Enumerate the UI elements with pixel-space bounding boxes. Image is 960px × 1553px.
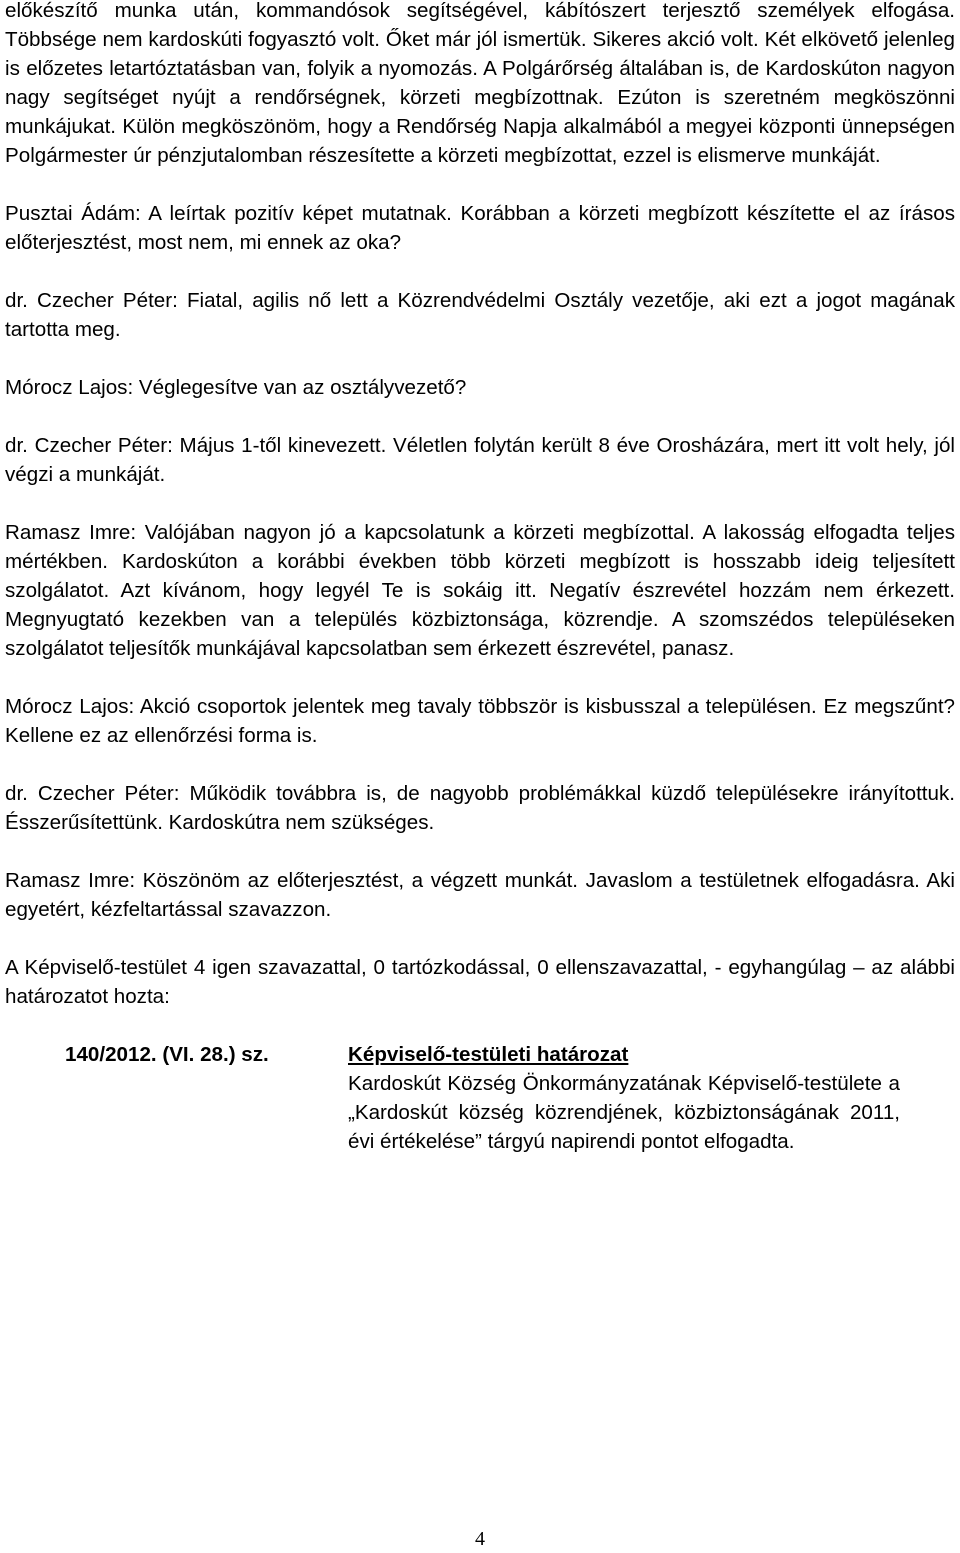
paragraph-morocz-question-1: Mórocz Lajos: Véglegesítve van az osztályvezető?	[5, 376, 467, 399]
paragraph-morocz-question-2: Mórocz Lajos: Akció csoportok jelentek meg tavaly többször is kisbusszal a településen. Ez megszűnt? Kellene ez az ellenőrzési forma is.	[5, 695, 955, 747]
paragraph-pusztai-question: Pusztai Ádám: A leírtak pozitív képet mutatnak. Korábban a körzeti megbízott készítette el az írásos előterjesztést, most nem, mi ennek az oka?	[5, 202, 955, 254]
paragraph-ramasz-comment: Ramasz Imre: Valójában nagyon jó a kapcsolatunk a körzeti megbízottal. A lakosság elfogadta teljes mértékben. Kardoskúton a korábbi években több körzeti megbízott is hosszabb ideig teljesített szolgálatot. Azt kívánom, hogy legyél Te is sokáig itt. Negatív észrevétel hozzám nem érkezett. Megnyugtató kezekben van a település közbiztonsága, közrendje. A szomszédos településeken szolgálatot teljesítők munkájával kapcsolatban sem érkezett észrevétel, panasz.	[5, 521, 955, 660]
document-body	[5, 0, 955, 1156]
paragraph-czecher-answer-1: dr. Czecher Péter: Fiatal, agilis nő lett a Közrendvédelmi Osztály vezetője, aki ezt a jogot magának tartotta meg.	[5, 289, 955, 341]
paragraph-vote-result: A Képviselő-testület 4 igen szavazattal, 0 tartózkodással, 0 ellenszavazattal, - egyhangúlag – az alábbi határozatot hozta:	[5, 956, 955, 1008]
paragraph-ramasz-vote-call: Ramasz Imre: Köszönöm az előterjesztést, a végzett munkát. Javaslom a testületnek elfogadásra. Aki egyetért, kézfeltartással szavazzon.	[5, 869, 955, 921]
resolution-title: Képviselő-testületi határozat	[348, 1043, 629, 1066]
resolution-text: Kardoskút Község Önkormányzatának Képviselő-testülete a „Kardoskút község közrendjének, közbiztonságának 2011, évi értékelése” tárgyú napirendi pontot elfogadta.	[348, 1072, 900, 1153]
paragraph-czecher-answer-2: dr. Czecher Péter: Május 1-től kinevezett. Véletlen folytán került 8 éve Orosházára, mert itt volt hely, jól végzi a munkáját.	[5, 434, 955, 486]
resolution-block	[5, 1040, 955, 1156]
paragraph-czecher-answer-3: dr. Czecher Péter: Működik továbbra is, de nagyobb problémákkal küzdő településekre irányítottuk. Ésszerűsítettünk. Kardoskútra nem szükséges.	[5, 782, 955, 834]
resolution-number: 140/2012. (VI. 28.) sz.	[65, 1043, 269, 1066]
resolution-body	[290, 1040, 900, 1156]
paragraph-police-report: előkészítő munka után, kommandósok segítségével, kábítószert terjesztő személyek elfogása. Többsége nem kardoskúti fogyasztó volt. Őket már jól ismertük. Sikeres akció volt. Két elkövető jelenleg is előzetes letartóztatásban van, folyik a nyomozás. A Polgárőrség általában is, de Kardoskúton nagyon nagy segítséget nyújt a rendőrségnek, körzeti megbízottnak. Ezúton is szeretném megköszönni munkájukat. Külön megköszönöm, hogy a Rendőrség Napja alkalmából a megyei központi ünnepségen Polgármester úr pénzjutalomban részesítette a körzeti megbízottat, ezzel is elismerve munkáját.	[5, 0, 955, 167]
page-number: 4	[475, 1528, 485, 1550]
